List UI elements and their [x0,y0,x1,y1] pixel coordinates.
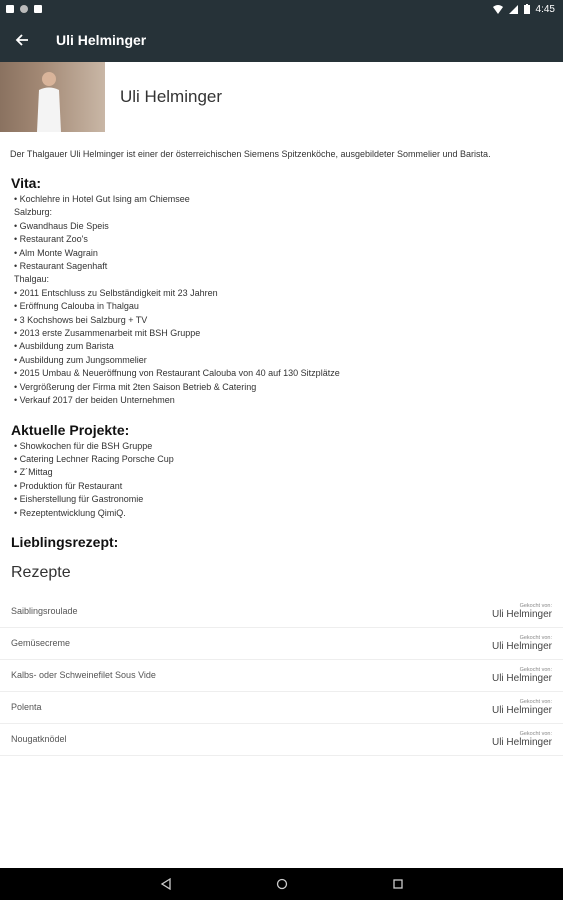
cooked-by-name: Uli Helminger [491,736,552,748]
back-button[interactable] [0,18,44,62]
cooked-by-label: Gekocht von: [519,730,552,737]
vita-item: • Restaurant Sagenhaft [14,261,108,272]
project-item: • Rezeptentwicklung QimiQ. [14,507,126,518]
nav-home-button[interactable] [274,876,290,892]
vita-item: • Gwandhaus Die Speis [14,220,109,231]
cooked-by-name: Uli Helminger [491,608,552,620]
status-bar [0,0,563,18]
recipe-row[interactable] [0,724,563,756]
system-nav-bar [0,868,563,900]
recipe-row[interactable] [0,660,563,692]
arrow-back-icon [15,33,29,47]
chef-header [0,62,563,132]
cooked-by-name: Uli Helminger [491,640,552,652]
favorite-heading: Lieblingsrezept: [11,533,119,550]
chef-figure [34,70,64,132]
square-recents-icon [392,878,404,890]
vita-item: • Verkauf 2017 der beiden Unternehmen [14,395,175,406]
vita-item: • Ausbildung zum Jungsommelier [14,354,147,365]
project-item: • Eisherstellung für Gastronomie [14,494,144,505]
vita-item: • 2015 Umbau & Neueröffnung von Restaurant Calouba von 40 auf 130 Sitzplätze [14,368,340,379]
recipe-name: Saiblingsroulade [11,606,78,617]
vita-item: • Alm Monte Wagrain [14,247,98,258]
nav-recents-button[interactable] [390,876,406,892]
projects-list [0,440,563,520]
vita-item: Thalgau: [14,274,50,285]
chef-intro: Der Thalgauer Uli Helminger ist einer der österreichischen Siemens Spitzenköche, ausgebildeter Sommelier und Barista. [10,149,491,159]
recipe-row[interactable] [0,596,563,628]
recipe-row[interactable] [0,692,563,724]
vita-heading: Vita: [11,175,42,191]
signal-icon [509,5,518,14]
vita-item: Salzburg: [14,207,53,218]
cooked-by-name: Uli Helminger [491,704,552,716]
vita-item: • Vergrößerung der Firma mit 2ten Saison Betrieb & Catering [14,381,257,392]
vita-item: • Restaurant Zoo's [14,234,88,245]
cooked-by-label: Gekocht von: [519,666,552,673]
vita-list [0,193,563,408]
recipe-name: Gemüsecreme [11,638,71,649]
project-item: • Produktion für Restaurant [14,480,123,491]
vita-item: • 3 Kochshows bei Salzburg + TV [14,314,148,325]
chef-profile [0,62,563,868]
project-item: • Showkochen für die BSH Gruppe [14,440,153,451]
vita-item: • 2011 Entschluss zu Selbständigkeit mit 23 Jahren [14,287,218,298]
page-title: Uli Helminger [56,32,147,48]
cooked-by-name: Uli Helminger [491,672,552,684]
cooked-by-label: Gekocht von: [519,634,552,641]
cooked-by-label: Gekocht von: [519,698,552,705]
vita-item: • Eröffnung Calouba in Thalgau [14,301,139,312]
triangle-back-icon [160,878,172,890]
vita-item: • Ausbildung zum Barista [14,341,114,352]
vita-item: • 2013 erste Zusammenarbeit mit BSH Gruppe [14,328,201,339]
nav-back-button[interactable] [158,876,174,892]
chef-name: Uli Helminger [120,87,223,106]
cooked-by-label: Gekocht von: [519,602,552,609]
circle-home-icon [276,878,288,890]
recipes-title: Rezepte [11,563,71,581]
chef-photo [0,62,105,132]
recipe-row[interactable] [0,628,563,660]
app-bar [0,18,563,62]
sync-icon [20,5,28,13]
project-item: • Catering Lechner Racing Porsche Cup [14,453,174,464]
battery-icon [524,4,530,14]
project-item: • Z´Mittag [14,467,53,478]
vita-item: • Kochlehre in Hotel Gut Ising am Chiemsee [14,194,190,204]
recipe-name: Polenta [11,702,42,713]
recipe-name: Kalbs- oder Schweinefilet Sous Vide [11,670,156,681]
sd-card-icon [34,5,42,13]
notification-icon [6,5,14,13]
recipe-name: Nougatknödel [11,734,67,745]
wifi-icon [493,5,503,14]
status-time: 4:45 [535,3,555,15]
recipe-list [0,596,563,756]
projects-heading: Aktuelle Projekte: [11,421,130,438]
